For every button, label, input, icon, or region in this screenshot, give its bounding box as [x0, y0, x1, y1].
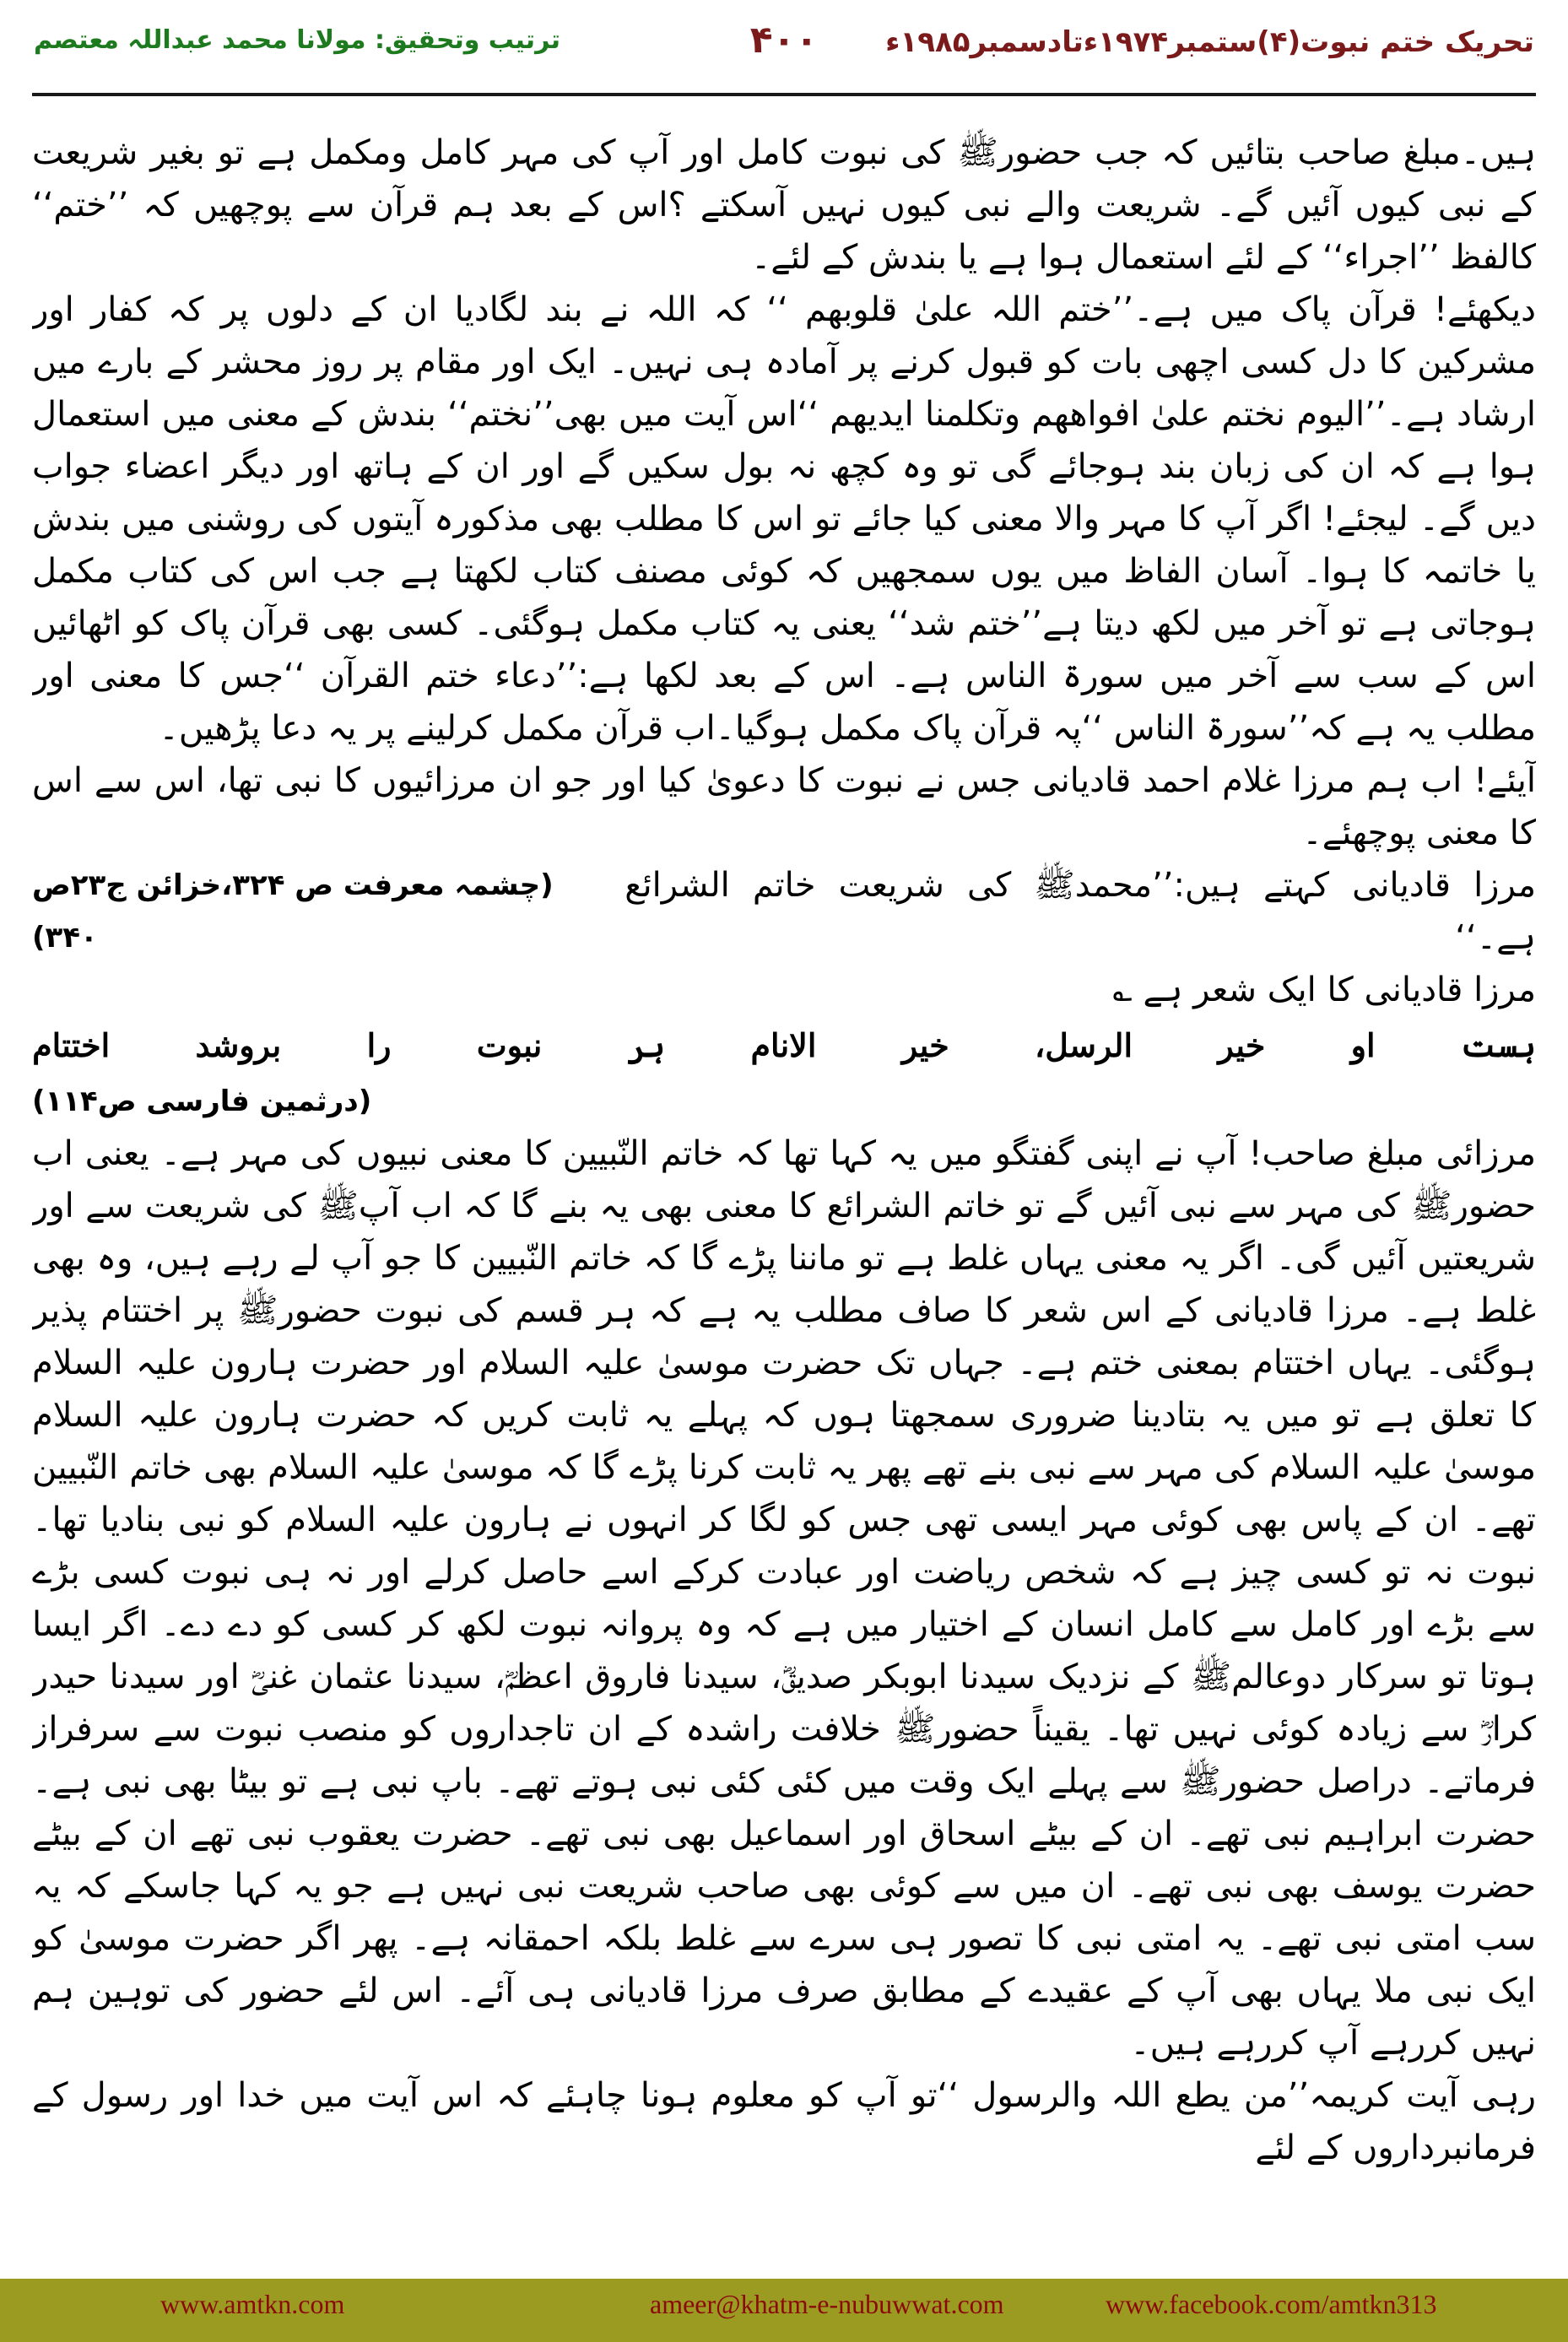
paragraph-7: رہی آیت کریمہ’’من یطع اللہ والرسول ‘‘تو آپ کو معلوم ہونا چاہئے کہ اس آیت میں خدا اور رسول کے فرمانبرداروں کے لئے [32, 2076, 1536, 2167]
quote-text: مرزا قادیانی کہتے ہیں:’’محمدﷺ کی شریعت خاتم الشرائع ہے۔‘‘ [624, 866, 1536, 957]
page-number: ۴۰۰ [749, 19, 819, 62]
quote-line [32, 859, 1536, 964]
compiler-credit: ترتیب وتحقیق: مولانا محمد عبداللہ معتصم [34, 25, 560, 55]
page-header [0, 0, 1568, 101]
verse-word: خیر [1218, 1026, 1266, 1064]
paragraph-2: دیکھئے! قرآن پاک میں ہے۔’’ختم اللہ علیٰ قلوبھم ‘‘ کہ اللہ نے بند لگادیا ان کے دلوں پر کہ کفار اور مشرکین کا دل کسی اچھی بات کو قبول کرنے پر آمادہ ہی نہیں۔ ایک اور مقام پر روز محشر کے بارے میں ارشاد ہے۔’’الیوم نختم علیٰ افواھھم وتکلمنا ایدیھم ‘‘اس آیت میں بھی’’نختم‘‘ بندش کے معنی میں استعمال ہوا ہے کہ ان کی زبان بند ہوجائے گی تو وہ کچھ نہ بول سکیں گے اور ان کے ہاتھ اور دیگر اعضاء جواب دیں گے۔ لیجئے! اگر آپ کا مہر والا معنی کیا جائے تو اس کا مطلب بھی مذکورہ آیتوں کی روشنی میں بندش یا خاتمہ کا ہوا۔ آسان الفاظ میں یوں سمجھیں کہ کوئی مصنف کتاب لکھتا ہے جب اس کی کتاب مکمل ہوجاتی ہے تو آخر میں لکھ دیتا ہے’’ختم شد‘‘ یعنی یہ کتاب مکمل ہوگئی۔ کسی بھی قرآن پاک کو اٹھائیں اس کے سب سے آخر میں سورۃ الناس ہے۔ اس کے بعد لکھا ہے:’’دعاء ختم القرآن ‘‘جس کا معنی اور مطلب یہ ہے کہ’’سورۃ الناس ‘‘پہ قرآن پاک مکمل ہوگیا۔اب قرآن مکمل کرلینے پر یہ دعا پڑھیں۔ [32, 290, 1536, 748]
footer-email-link[interactable]: ameer@khatm-e-nubuwwat.com [650, 2289, 1004, 2319]
paragraph-3: آیئے! اب ہم مرزا غلام احمد قادیانی جس نے نبوت کا دعویٰ کیا اور جو ان مرزائیوں کا نبی تھا، اس سے اس کا معنی پوچھئے۔ [32, 761, 1536, 852]
verse-word: خیر [901, 1026, 949, 1064]
verse-word: را [366, 1026, 392, 1064]
verse-word: الرسل، [1035, 1026, 1133, 1064]
verse-word: ہست [1460, 1026, 1536, 1064]
verse-word: اختتام [32, 1026, 111, 1064]
page-body [32, 127, 1536, 2262]
poem-intro: مرزا قادیانی کا ایک شعر ہے ؎ [1112, 971, 1536, 1009]
footer-facebook-link[interactable]: www.facebook.com/amtkn313 [1106, 2289, 1437, 2319]
paragraph-1: ہیں۔مبلغ صاحب بتائیں کہ جب حضورﷺ کی نبوت کامل اور آپ کی مہر کامل ومکمل ہے تو بغیر شریعت کے نبی کیوں آئیں گے۔ شریعت والے نبی کیوں نہیں آسکتے ؟اس کے بعد ہم قرآن سے پوچھیں کہ ’’ختم‘‘ کالفظ ’’اجراء‘‘ کے لئے استعمال ہوا ہے یا بندش کے لئے۔ [32, 133, 1536, 277]
quote-reference: (چشمہ معرفت ص ۳۲۴،خزائن ج۲۳ص ۳۴۰) [32, 868, 554, 955]
page-footer [0, 2279, 1568, 2342]
verse-reference: (درثمین فارسی ص۱۱۴) [32, 1084, 372, 1118]
verse-word: الانام [750, 1026, 817, 1064]
paragraph-6: مرزائی مبلغ صاحب! آپ نے اپنی گفتگو میں یہ کہا تھا کہ خاتم النّبیین کا معنی نبیوں کی مہر ہے۔ یعنی اب حضورﷺ کی مہر سے نبی آئیں گے تو خاتم الشرائع کا معنی بھی یہ بنے گا کہ اب آپﷺ کی شریعت سے اور شریعتیں آئیں گی۔ اگر یہ معنی یہاں غلط ہے تو ماننا پڑے گا کہ خاتم النّبیین کا جو آپ لے رہے ہیں، وہ بھی غلط ہے۔ مرزا قادیانی کے اس شعر کا صاف مطلب یہ ہے کہ ہر قسم کی نبوت حضورﷺ پر اختتام پذیر ہوگئی۔ یہاں اختتام بمعنی ختم ہے۔ جہاں تک حضرت موسیٰ علیہ السلام اور حضرت ہارون علیہ السلام کا تعلق ہے تو میں یہ بتادینا ضروری سمجھتا ہوں کہ پہلے یہ ثابت کریں کہ حضرت ہارون علیہ السلام موسیٰ علیہ السلام کی مہر سے نبی بنے تھے پھر یہ ثابت کرنا پڑے گا کہ موسیٰ علیہ السلام بھی خاتم النّبیین تھے۔ ان کے پاس بھی کوئی مہر ایسی تھی جس کو لگا کر انہوں نے ہارون علیہ السلام کو نبی بنادیا تھا۔ نبوت نہ تو کسی چیز ہے کہ شخص ریاضت اور عبادت کرکے اسے حاصل کرلے اور نہ ہی نبوت کسی بڑے سے بڑے اور کامل سے کامل انسان کے اختیار میں ہے کہ وہ پروانہ نبوت لکھ کر کسی کو دے دے۔ اگر ایسا ہوتا تو سرکار دوعالمﷺ کے نزدیک سیدنا ابوبکر صدیقؓ، سیدنا فاروق اعظمؓ، سیدنا عثمان غنیؓ اور سیدنا حیدر کرارؓ سے زیادہ کوئی نہیں تھا۔ یقیناً حضورﷺ خلافت راشدہ کے ان تاجداروں کو منصب نبوت سے سرفراز فرماتے۔ دراصل حضورﷺ سے پہلے ایک وقت میں کئی کئی نبی ہوتے تھے۔ باپ نبی ہے تو بیٹا بھی نبی ہے۔ حضرت ابراہیم نبی تھے۔ ان کے بیٹے اسحاق اور اسماعیل بھی نبی تھے۔ حضرت یعقوب نبی تھے ان کے بیٹے حضرت یوسف بھی نبی تھے۔ ان میں سے کوئی بھی صاحب شریعت نبی نہیں ہے جو یہ کہا جاسکے کہ یہ سب امتی نبی تھے۔ یہ امتی نبی کا تصور ہی سرے سے غلط بلکہ احمقانہ ہے۔ پھر اگر حضرت موسیٰ کو ایک نبی ملا یہاں بھی آپ کے عقیدے کے مطابق صرف مرزا قادیانی ہی آئے۔ اس لئے حضور کی توہین ہم نہیں کررہے آپ کررہے ہیں۔ [32, 1134, 1536, 2063]
verse-word: نبوت [476, 1026, 543, 1064]
verse-word: او [1350, 1026, 1376, 1064]
series-title: تحریک ختم نبوت(۴)ستمبر۱۹۷۴ءتادسمبر۱۹۸۵ء [885, 25, 1534, 59]
persian-verse [32, 1016, 1536, 1075]
verse-word: بروشد [195, 1026, 282, 1064]
footer-website-link[interactable]: www.amtkn.com [160, 2289, 345, 2319]
verse-word: ہر [627, 1026, 666, 1064]
header-divider [32, 93, 1536, 96]
